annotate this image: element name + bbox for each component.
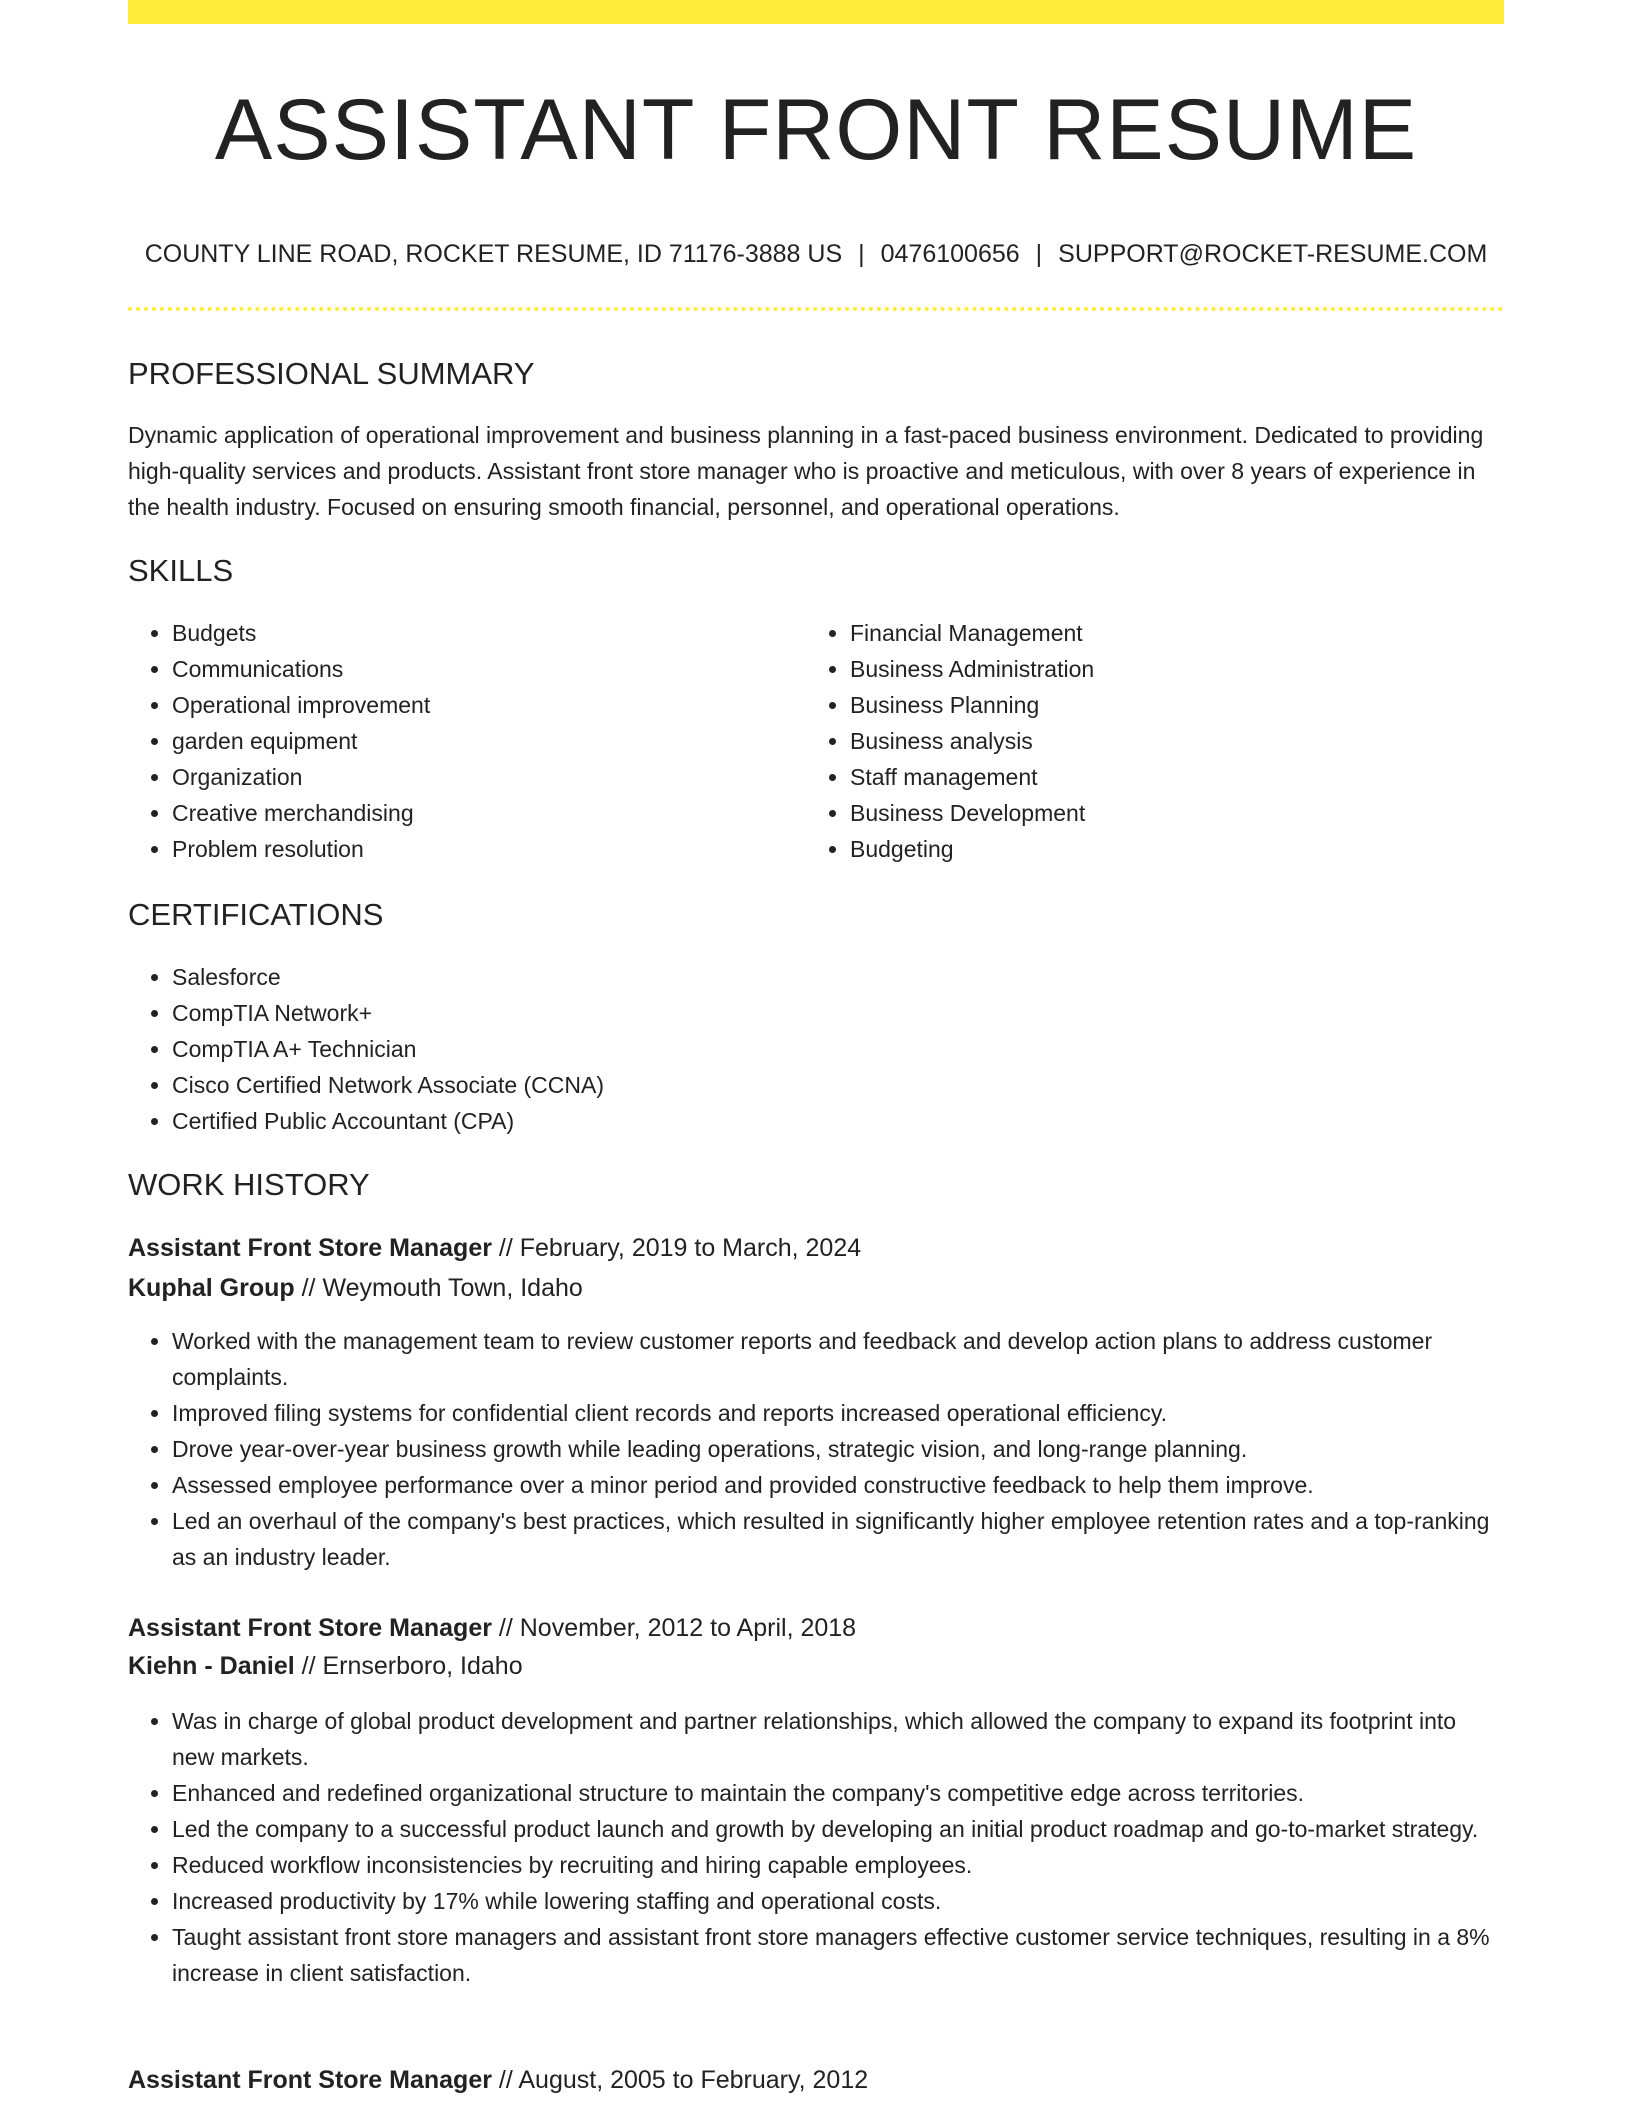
- skills-list-right: [806, 615, 1500, 867]
- resume-title: ASSISTANT FRONT RESUME: [214, 82, 1418, 178]
- job-bullet: • Led the company to a successful product launch and growth by developing an initial product roadmap and go-to-market strategy.: [172, 1811, 1504, 1847]
- skill-item: • Operational improvement: [172, 687, 802, 723]
- skills-heading: SKILLS: [128, 553, 234, 588]
- job-title: Assistant Front Store Manager: [128, 1234, 492, 1262]
- skill-item: • Budgeting: [850, 831, 1500, 867]
- contact-email: SUPPORT@ROCKET-RESUME.COM: [1058, 240, 1488, 268]
- job-title-line: [128, 1230, 1504, 1266]
- skill-item: • Business analysis: [850, 723, 1500, 759]
- job-company: Kuphal Group: [128, 1274, 295, 1302]
- certifications-list: [128, 959, 1504, 1139]
- skill-item: • Business Administration: [850, 651, 1500, 687]
- skill-item: • Creative merchandising: [172, 795, 802, 831]
- job-bullet: • Taught assistant front store managers and assistant front store managers effective customer service techniques, resulting in a 8% increase in client satisfaction.: [172, 1919, 1504, 1991]
- job-location: // Ernserboro, Idaho: [301, 1652, 523, 1680]
- job-bullets: [128, 1703, 1504, 1991]
- certification-item: • CompTIA Network+: [172, 995, 1504, 1031]
- certification-item: • CompTIA A+ Technician: [172, 1031, 1504, 1067]
- skill-item: • Financial Management: [850, 615, 1500, 651]
- accent-top-bar: [128, 0, 1504, 24]
- work-history-heading: WORK HISTORY: [128, 1167, 370, 1202]
- job-bullet: • Improved filing systems for confidential client records and reports increased operational efficiency.: [172, 1395, 1504, 1431]
- job-title: Assistant Front Store Manager: [128, 2066, 492, 2094]
- job-bullet: • Drove year-over-year business growth while leading operations, strategic vision, and long-range planning.: [172, 1431, 1504, 1467]
- job-title-line: [128, 2062, 1504, 2098]
- contact-separator: |: [858, 240, 865, 268]
- job-dates: // February, 2019 to March, 2024: [498, 1234, 862, 1262]
- certification-item: • Salesforce: [172, 959, 1504, 995]
- skill-item: • Communications: [172, 651, 802, 687]
- job-title-line: [128, 1610, 1504, 1646]
- job-bullet: • Worked with the management team to review customer reports and feedback and develop action plans to address customer complaints.: [172, 1323, 1504, 1395]
- skills-list-left: [128, 615, 802, 867]
- job-dates: // August, 2005 to February, 2012: [498, 2066, 869, 2094]
- contact-line: [128, 236, 1504, 272]
- certifications-heading: CERTIFICATIONS: [128, 897, 384, 932]
- job-bullets: [128, 1323, 1504, 1575]
- job-bullet: • Was in charge of global product development and partner relationships, which allowed the company to expand its footprint into new markets.: [172, 1703, 1504, 1775]
- contact-separator: |: [1035, 240, 1043, 268]
- skill-item: • garden equipment: [172, 723, 802, 759]
- contact-address: COUNTY LINE ROAD, ROCKET RESUME, ID 71176-3888 US: [144, 240, 843, 268]
- skill-item: • Staff management: [850, 759, 1500, 795]
- job-title: Assistant Front Store Manager: [128, 1614, 492, 1642]
- skill-item: • Business Development: [850, 795, 1500, 831]
- job-dates: // November, 2012 to April, 2018: [498, 1614, 857, 1642]
- job-bullet: • Enhanced and redefined organizational structure to maintain the company's competitive edge across territories.: [172, 1775, 1504, 1811]
- summary-heading: PROFESSIONAL SUMMARY: [128, 356, 535, 391]
- job-bullet: • Reduced workflow inconsistencies by recruiting and hiring capable employees.: [172, 1847, 1504, 1883]
- skill-item: • Problem resolution: [172, 831, 802, 867]
- contact-phone: 0476100656: [880, 240, 1020, 268]
- job-location: // Weymouth Town, Idaho: [301, 1274, 583, 1302]
- dotted-divider: [128, 307, 1504, 311]
- job-bullet: • Increased productivity by 17% while lowering staffing and operational costs.: [172, 1883, 1504, 1919]
- job-bullet: • Led an overhaul of the company's best practices, which resulted in significantly higher employee retention rates and a top-ranking as an industry leader.: [172, 1503, 1504, 1575]
- skill-item: • Budgets: [172, 615, 802, 651]
- job-bullet: • Assessed employee performance over a minor period and provided constructive feedback to help them improve.: [172, 1467, 1504, 1503]
- skill-item: • Business Planning: [850, 687, 1500, 723]
- certification-item: • Certified Public Accountant (CPA): [172, 1103, 1504, 1139]
- job-company: Kiehn - Daniel: [128, 1652, 295, 1680]
- job-company-line: [128, 1270, 1504, 1306]
- certification-item: • Cisco Certified Network Associate (CCNA): [172, 1067, 1504, 1103]
- summary-text: Dynamic application of operational improvement and business planning in a fast-paced business environment. Dedicated to providing high-quality services and products. Assistant front store manager who is proactive and meticulous, with over 8 years of experience in the health industry. Focused on ensuring smooth financial, personnel, and operational operations.: [128, 422, 1484, 520]
- job-company-line: [128, 1648, 1504, 1684]
- skill-item: • Organization: [172, 759, 802, 795]
